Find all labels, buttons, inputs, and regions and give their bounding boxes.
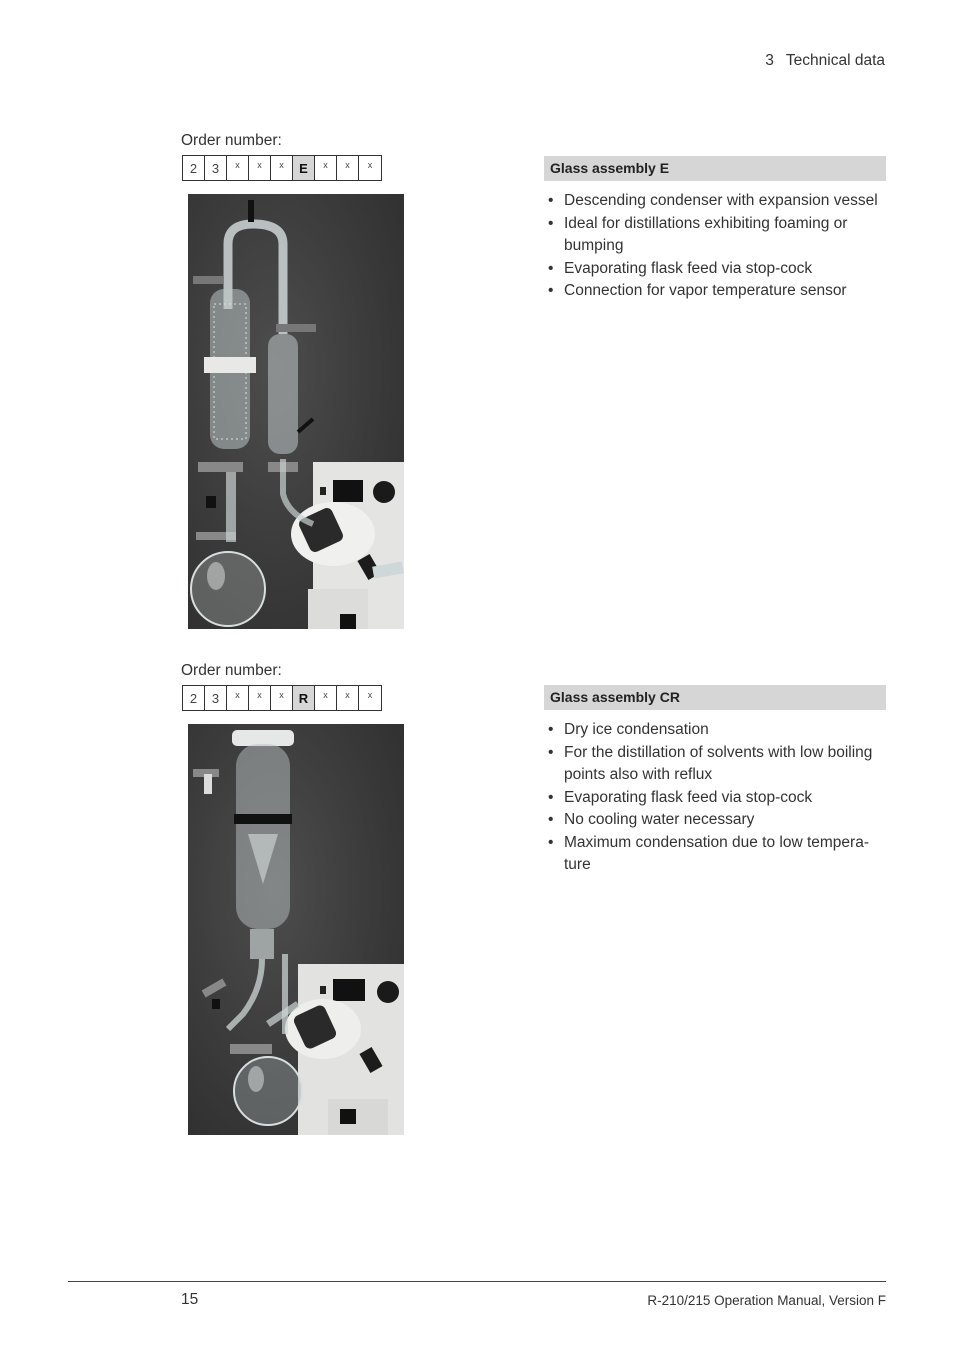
order-code-cell: 2 [183, 686, 205, 710]
order-code-cell: x [367, 160, 373, 170]
glass-assembly-e-photo [188, 194, 404, 629]
order-code-boxes-cr [182, 685, 382, 711]
list-item: • For the distillation of solvents with low boiling points also with reflux [548, 742, 888, 787]
order-code-cell: x [315, 156, 337, 180]
order-code-cell: x [271, 686, 293, 710]
bullet-list-cr [548, 719, 888, 877]
order-code-cell: x [227, 156, 249, 180]
order-code-cell: x [249, 686, 271, 710]
list-item: • No cooling water necessary [548, 809, 888, 832]
order-code-cell: 3 [205, 156, 227, 180]
order-code-cell: 3 [205, 686, 227, 710]
order-code-cell: 2 [183, 156, 205, 180]
order-code-cell: x [337, 156, 359, 180]
section-heading-e: Glass assembly E [544, 156, 886, 181]
order-code-cell: x [367, 690, 373, 700]
list-item: • Maximum condensation due to low tempera-ture [548, 832, 888, 877]
chapter-title: Technical data [785, 52, 885, 69]
list-item: • Descending condenser with expansion vessel [548, 190, 888, 213]
glass-assembly-cr-photo [188, 724, 404, 1135]
list-item: • Connection for vapor temperature sensor [548, 280, 888, 303]
section-heading-cr: Glass assembly CR [544, 685, 886, 710]
list-item: • Evaporating flask feed via stop-cock [548, 787, 888, 810]
order-number-label-cr: Order number: [181, 662, 282, 679]
footer-divider [68, 1281, 886, 1282]
order-code-cell: x [227, 686, 249, 710]
page-number: 15 [181, 1291, 199, 1308]
bullet-list-e [548, 190, 888, 303]
order-code-cell: x [271, 156, 293, 180]
order-code-boxes-e [182, 155, 382, 181]
order-code-cell-highlight: E [293, 156, 315, 180]
list-item: • Evaporating flask feed via stop-cock [548, 258, 888, 281]
list-item: • Dry ice condensation [548, 719, 888, 742]
rotary-evaporator-cr-illustration [188, 724, 404, 1135]
chapter-header [765, 52, 885, 70]
order-number-label-e: Order number: [181, 132, 282, 149]
list-item: • Ideal for distillations exhibiting foaming or bumping [548, 213, 888, 258]
order-code-cell: x [337, 686, 359, 710]
rotary-evaporator-e-illustration [188, 194, 404, 629]
order-code-cell: x [315, 686, 337, 710]
document-title: R-210/215 Operation Manual, Version F [647, 1293, 886, 1308]
order-code-cell-highlight: R [293, 686, 315, 710]
chapter-number: 3 [765, 52, 774, 69]
order-code-cell: x [249, 156, 271, 180]
